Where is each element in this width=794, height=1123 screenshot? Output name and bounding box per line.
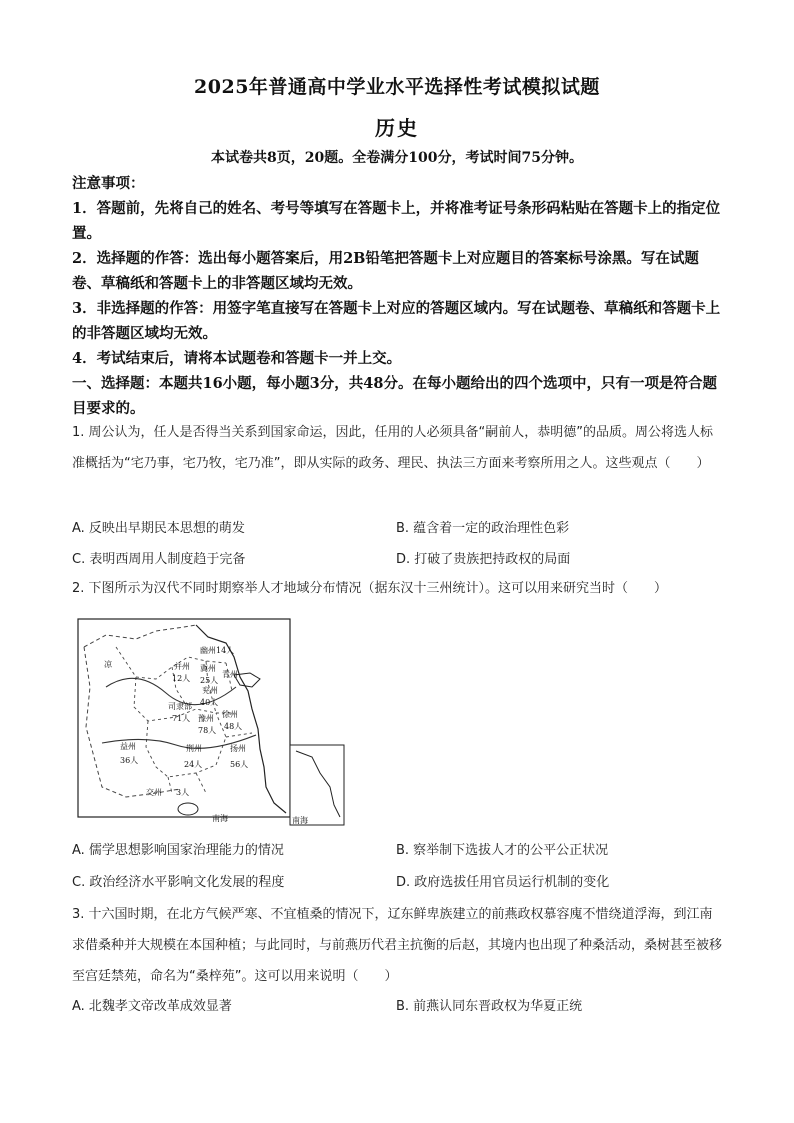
question-2-stem: 2. 下图所示为汉代不同时期察举人才地域分布情况（据东汉十三州统计）。这可以用来研究当时（ ） xyxy=(72,581,668,596)
map-label-yi: 益州 xyxy=(120,742,136,751)
question-1-option-b: B. 蕴含着一定的政治理性色彩 xyxy=(396,521,570,536)
map-label-jiao: 交州 xyxy=(146,788,162,797)
notice-item: 3．非选择题的作答：用签字笔直接写在答题卡上对应的答题区域内。写在试题卷、草稿纸和答题卡上的非答题区域均无效。 xyxy=(72,300,721,342)
question-2-option-b: B. 察举制下选拔人才的公平公正状况 xyxy=(396,843,609,858)
question-1-option-a: A. 反映出早期民本思想的萌发 xyxy=(72,521,245,536)
map-label-sili-n: 71人 xyxy=(172,714,191,723)
exam-title: 2025年普通高中学业水平选择性考试模拟试题 xyxy=(194,76,600,98)
map-label-yang-n: 56人 xyxy=(230,760,249,769)
map-label-bing-n: 12人 xyxy=(172,674,191,683)
map-label-yang: 扬州 xyxy=(230,744,246,753)
notice-heading: 注意事项： xyxy=(72,175,145,192)
map-label-nanhai: 南海 xyxy=(212,814,228,823)
notice-item: 1．答题前，先将自己的姓名、考号等填写在答题卡上，并将准考证号条形码粘贴在答题卡上的指定位置。 xyxy=(72,200,721,242)
map-label-jiao-n: 3人 xyxy=(176,788,190,797)
map-label-yu-n: 78人 xyxy=(198,726,217,735)
question-1-stem: 1. 周公认为，任人是否得当关系到国家命运，因此，任用的人必须具备“嗣前人，恭明德”的品质。周公将选人标准概括为“宅乃事，宅乃牧，宅乃准”，即从实际的政务、理民、执法三方面来考察所用之人。这些观点（ ） xyxy=(72,425,714,471)
map-label-xu: 徐州 xyxy=(222,710,238,719)
map-label-ji-n: 25人 xyxy=(200,676,219,685)
map-label-you: 幽州14人 xyxy=(200,646,235,655)
question-2-option-a: A. 儒学思想影响国家治理能力的情况 xyxy=(72,843,284,858)
notice-item: 2．选择题的作答：选出每小题答案后，用2B铅笔把答题卡上对应题目的答案标号涂黑。写在试题卷、草稿纸和答题卡上的非答题区域均无效。 xyxy=(72,250,699,292)
subject-title: 历史 xyxy=(375,116,419,140)
question-2-option-c: C. 政治经济水平影响文化发展的程度 xyxy=(72,875,285,890)
question-3-stem: 3. 十六国时期，在北方气候严寒、不宜植桑的情况下，辽东鲜卑族建立的前燕政权慕容廆不惜绕道浮海，到江南求借桑种并大规模在本国种植；与此同时，与前燕历代君主抗衡的后赵，其境内也出现了种桑活动，桑树甚至被移至宫廷禁苑，命名为“桑梓苑”。这可以用来说明（ ） xyxy=(72,907,723,984)
han-dynasty-map xyxy=(76,617,346,827)
map-label-bing: 并州 xyxy=(174,662,190,671)
map-label-sili: 司隶部 xyxy=(168,702,192,711)
map-label-yi-n: 36人 xyxy=(120,756,139,765)
map-label-jing: 荆州 xyxy=(186,744,202,753)
map-label-xu-n: 48人 xyxy=(224,722,243,731)
question-3-option-a: A. 北魏孝文帝改革成效显著 xyxy=(72,999,232,1014)
map-label-jing-n: 24人 xyxy=(184,760,203,769)
map-label-yan-n: 40人 xyxy=(200,698,219,707)
section-heading: 一、选择题：本题共16小题，每小题3分，共48分。在每小题给出的四个选项中，只有一项是符合题目要求的。 xyxy=(72,375,717,417)
question-2-option-d: D. 政府选拔任用官员运行机制的变化 xyxy=(396,875,610,890)
map-label-yan: 兖州 xyxy=(202,686,218,695)
map-label-yu: 豫州 xyxy=(198,714,214,723)
map-label-qing: 青州 xyxy=(222,670,238,679)
question-3-option-b: B. 前燕认同东晋政权为华夏正统 xyxy=(396,999,583,1014)
map-label-ji: 冀州 xyxy=(200,664,216,673)
map-label-inset: 南海 xyxy=(292,816,308,825)
question-1-option-c: C. 表明西周用人制度趋于完备 xyxy=(72,552,246,567)
map-label-liang: 凉 xyxy=(104,660,112,669)
question-1-option-d: D. 打破了贵族把持政权的局面 xyxy=(396,552,571,567)
notice-item: 4．考试结束后，请将本试题卷和答题卡一并上交。 xyxy=(72,350,402,367)
exam-info: 本试卷共8页，20题。全卷满分100分，考试时间75分钟。 xyxy=(211,150,583,166)
